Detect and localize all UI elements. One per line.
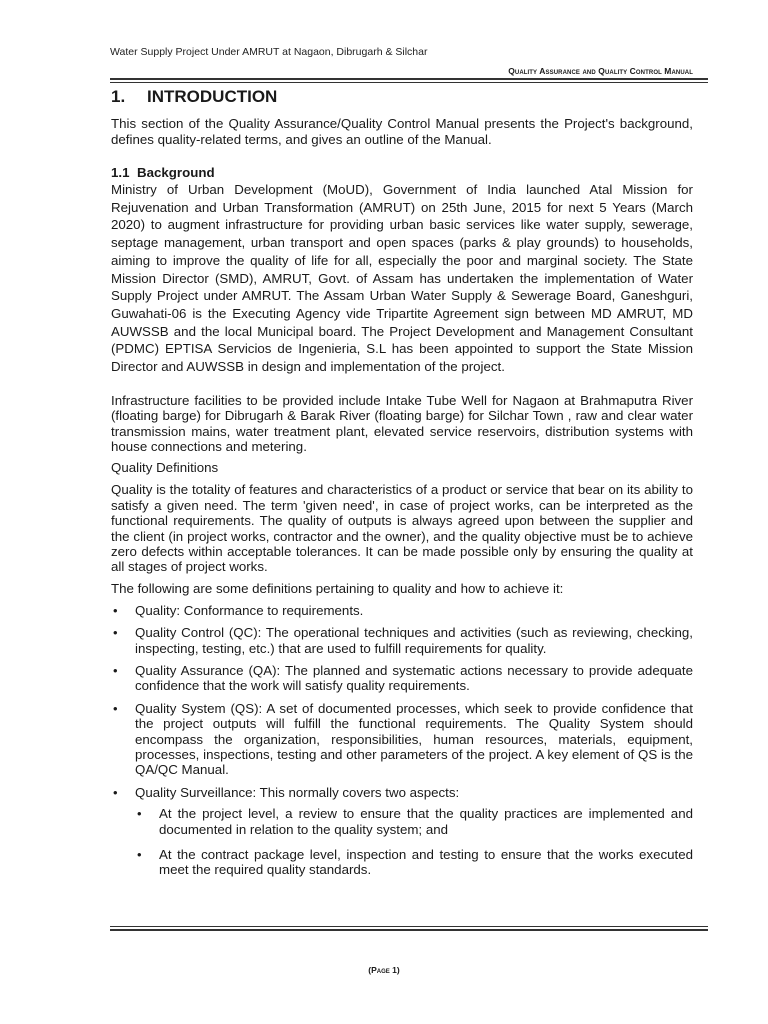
page-number: (Page 1)	[368, 965, 400, 975]
bullet-icon: •	[113, 602, 118, 618]
list-item: • Quality System (QS): A set of documented processes, which seek to provide confidence that the project outputs will fulfill the functional requirements. The Quality System should encompass the organization, responsibilities, human resources, materials, equipment, processes, inspections, testing and other parameters of the project. A key element of QS is the QA/QC Manual.	[113, 700, 693, 778]
header-manual-title: Quality Assurance and Quality Control Manual	[508, 66, 693, 76]
list-item: • Quality Control (QC): The operational techniques and activities (such as reviewing, checking, inspecting, testing, etc.) that are used to fulfill requirements for quality.	[113, 625, 693, 656]
bullet-icon: •	[137, 847, 142, 863]
section-intro: This section of the Quality Assurance/Quality Control Manual presents the Project's background, defines quality-related terms, and gives an outline of the Manual.	[111, 116, 693, 147]
definitions-lead: The following are some definitions pertaining to quality and how to achieve it:	[111, 580, 564, 596]
quality-definitions-label: Quality Definitions	[111, 460, 219, 476]
list-item: • Quality: Conformance to requirements.	[113, 602, 364, 618]
page-content	[111, 86, 693, 888]
section-heading	[111, 86, 693, 108]
bullet-icon: •	[113, 663, 118, 679]
footer-divider	[110, 926, 708, 931]
section-number: 1.	[111, 87, 126, 106]
bullet-icon: •	[113, 784, 118, 800]
definitions-list	[111, 603, 693, 878]
header-divider	[110, 78, 708, 83]
list-item: • Quality Surveillance: This normally covers two aspects: • At the project level, a review to ensure that the quality practices are implemented and documented in relation to the quality system; and • At the contract package level, inspection and testing to ensure that the works executed meet the required quality standards.	[113, 784, 693, 878]
subsection-number: 1.1	[111, 165, 130, 180]
header-project-title: Water Supply Project Under AMRUT at Nagaon, Dibrugarh & Silchar	[110, 46, 428, 58]
bullet-icon: •	[137, 806, 142, 822]
list-item: • Quality Assurance (QA): The planned and systematic actions necessary to provide adequate confidence that the work will satisfy quality requirements.	[113, 663, 693, 694]
section-title: INTRODUCTION	[147, 87, 278, 106]
background-paragraph-2: Infrastructure facilities to be provided include Intake Tube Well for Nagaon at Brahmaputra River (floating barge) for Dibrugarh & Barak River (floating barge) for Silchar Town , raw and clear water transmission mains, water treatment plant, elevated service reservoirs, distribution systems with house connections and metering.	[111, 392, 693, 454]
sub-list-item: • At the project level, a review to ensure that the quality practices are implemented and documented in relation to the quality system; and	[137, 806, 693, 837]
surveillance-sublist	[135, 806, 693, 878]
quality-paragraph: Quality is the totality of features and characteristics of a product or service that bear on its ability to satisfy a given need. The term 'given need', in case of project works, can be interpreted as the functional requirements. The quality of outputs is always agreed upon between the supplier and the client (in project works, contractor and the owner), and the quality objective must be to achieve zero defects within acceptable tolerances. It can be made possible only by ensuring the quality at all stages of project works.	[111, 482, 693, 575]
subsection-heading	[111, 165, 693, 181]
background-paragraph-1: Ministry of Urban Development (MoUD), Government of India launched Atal Mission for Rejuvenation and Urban Transformation (AMRUT) on 25th June, 2015 for next 5 Years (March 2020) to augment infrastructure for providing urban basic services like water supply, sewerage, septage management, urban transport and open spaces (parks & play grounds) to households, aiming to improve the quality of life for all, especially the poor and marginal society. The State Mission Director (SMD), AMRUT, Govt. of Assam has undertaken the implementation of Water Supply Project under AMRUT. The Assam Urban Water Supply & Sewerage Board, Ganeshguri, Guwahati-06 is the Executing Agency vide Tripartite Agreement sign between MD AMRUT, MD AUWSSB and the local Municipal board. The Project Development and Management Consultant (PDMC) EPTISA Servicios de Ingenieria, S.L has been appointed to support the State Mission Director and AUWSSB in design and implementation of the project.	[111, 182, 693, 375]
subsection-title: Background	[137, 165, 215, 180]
sub-list-item: • At the contract package level, inspection and testing to ensure that the works executed meet the required quality standards.	[137, 847, 693, 878]
bullet-icon: •	[113, 625, 118, 641]
bullet-icon: •	[113, 700, 118, 716]
